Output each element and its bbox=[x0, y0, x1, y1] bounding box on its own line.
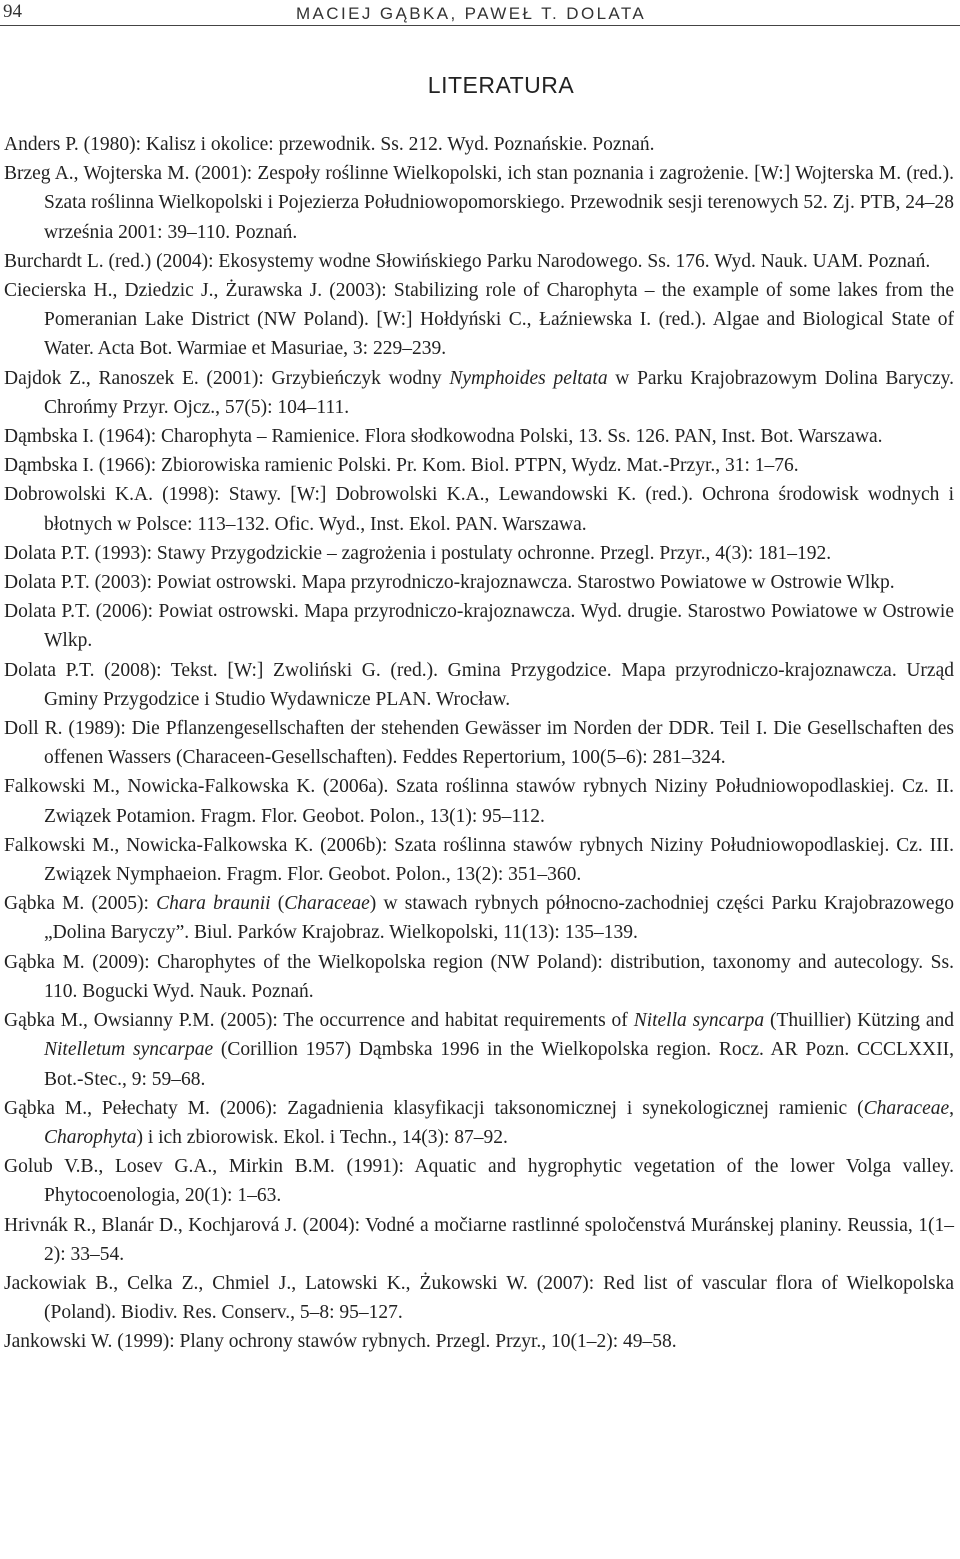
reference-entry bbox=[4, 1152, 954, 1210]
reference-text: Falkowski M., Nowicka-Falkowska K. (2006b): Szata roślinna stawów rybnych Niziny Południowopodlaskiej. Cz. III. Związek Nymphaeion. Fragm. Flor. Geobot. Polon., 13(2): 351–360. bbox=[4, 834, 954, 886]
reference-text: Anders P. (1980): Kalisz i okolice: przewodnik. Ss. 212. Wyd. Poznańskie. Poznań. bbox=[4, 134, 655, 155]
reference-italic-text: Chara braunii bbox=[156, 893, 271, 915]
section-title: LITERATURA bbox=[427, 72, 575, 98]
reference-text: Dolata P.T. (1993): Stawy Przygodzickie – zagrożenia i postulaty ochronne. Przegl. Przyr., 4(3): 181–192. bbox=[4, 542, 832, 564]
reference-text: Dolata P.T. (2008): Tekst. [W:] Zwoliński G. (red.). Gmina Przygodzice. Mapa przyrodniczo-krajoznawcza. Urząd Gminy Przygodzice i Studio Wydawnicze PLAN. Wrocław. bbox=[4, 659, 954, 710]
reference-text: w Parku Krajobrazowym Dolina Baryczy. Chrońmy Przyr. Ojcz., 57(5): 104–111. bbox=[44, 367, 954, 418]
reference-italic-text: Nitelletum syncarpae bbox=[44, 1039, 214, 1061]
reference-text: ( bbox=[270, 893, 285, 915]
reference-entry bbox=[4, 159, 954, 247]
reference-text: Dobrowolski K.A. (1998): Stawy. [W:] Dobrowolski K.A., Lewandowski K. (red.). Ochrona środowisk wodnych i błotnych w Polsce: 113–132. Ofic. Wyd., Inst. Ekol. PAN. Warszawa. bbox=[4, 484, 954, 535]
reference-text: Dajdok Z., Ranoszek E. (2001): Grzybieńczyk wodny bbox=[4, 367, 450, 389]
reference-text: Burchardt L. (red.) (2004): Ekosystemy wodne Słowińskiego Parku Narodowego. Ss. 176. Wyd. Nauk. UAM. Poznań. bbox=[4, 250, 931, 272]
reference-entry bbox=[4, 831, 954, 889]
reference-entry bbox=[4, 568, 954, 597]
reference-entry bbox=[4, 1269, 954, 1327]
reference-text: Dąmbska I. (1966): Zbiorowiska ramienic Polski. Pr. Kom. Biol. PTPN, Wydz. Mat.-Przyr., 31: 1–76. bbox=[4, 455, 799, 477]
reference-entry bbox=[4, 714, 954, 772]
reference-italic-text: Charophyta bbox=[44, 1126, 137, 1148]
reference-italic-text: Characeae bbox=[284, 893, 370, 915]
reference-text: (Corillion 1957) Dąmbska 1996 in the Wielkopolska region. Rocz. AR Pozn. CCCLXXII, Bot.-Stec., 9: 59–68. bbox=[44, 1039, 954, 1090]
reference-text: , bbox=[949, 1097, 954, 1119]
reference-entry bbox=[4, 247, 954, 276]
reference-entry bbox=[4, 451, 954, 480]
reference-text: Jankowski W. (1999): Plany ochrony stawów rybnych. Przegl. Przyr., 10(1–2): 49–58. bbox=[4, 1331, 677, 1353]
reference-entry bbox=[4, 656, 954, 714]
reference-text: Ciecierska H., Dziedzic J., Żurawska J. (2003): Stabilizing role of Charophyta – the example of some lakes from the Pomeranian Lake District (NW Poland). [W:] Hołdyński C., Łaźniewska I. (red.). Algae and Biological State of Water. Acta Bot. Warmiae et Masuriae, 3: 229–239. bbox=[4, 280, 954, 360]
reference-text: Gąbka M., Owsianny P.M. (2005): The occurrence and habitat requirements of bbox=[4, 1010, 634, 1032]
reference-entry bbox=[4, 889, 954, 947]
reference-text: ) w stawach rybnych północno-zachodniej części Parku Krajobrazowego „Dolina Baryczy”. Biul. Parków Krajobraz. Wielkopolski, 11(13): 135–139. bbox=[44, 893, 954, 944]
reference-entry bbox=[4, 597, 954, 655]
reference-text: Golub V.B., Losev G.A., Mirkin B.M. (1991): Aquatic and hygrophytic vegetation of the lower Volga valley. Phytocoenologia, 20(1): 1–63. bbox=[4, 1156, 954, 1207]
reference-text: Jackowiak B., Celka Z., Chmiel J., Latowski K., Żukowski W. (2007): Red list of vascular flora of Wielkopolska (Poland). Biodiv. Res. Conserv., 5–8: 95–127. bbox=[4, 1272, 954, 1324]
running-head-authors: MACIEJ GĄBKA, PAWEŁ T. DOLATA bbox=[296, 4, 647, 23]
reference-italic-text: Characeae bbox=[863, 1097, 950, 1119]
reference-entry bbox=[4, 1211, 954, 1269]
reference-text: Hrivnák R., Blanár D., Kochjarová J. (2004): Vodné a močiarne rastlinné spoločenstvá Muránskej planiny. Reussia, 1(1–2): 33–54. bbox=[4, 1214, 954, 1265]
reference-text: Gąbka M. (2005): bbox=[4, 893, 157, 915]
reference-text: Doll R. (1989): Die Pflanzengesellschaften der stehenden Gewässer im Norden der DDR. Teil I. Die Gesellschaften des offenen Wassers (Characeen-Gesellschaften). Feddes Repertorium, 100(5–6): 281–324. bbox=[4, 718, 954, 769]
reference-entry bbox=[4, 422, 954, 451]
reference-entry bbox=[4, 480, 954, 538]
reference-text: (Thuillier) Kützing and bbox=[764, 1010, 954, 1032]
reference-entry bbox=[4, 1006, 954, 1094]
reference-entry bbox=[4, 948, 954, 1006]
reference-list bbox=[4, 130, 954, 1357]
reference-text: Falkowski M., Nowicka-Falkowska K. (2006a). Szata roślinna stawów rybnych Niziny Południowopodlaskiej. Cz. II. Związek Potamion. Fragm. Flor. Geobot. Polon., 13(1): 95–112. bbox=[4, 776, 954, 827]
reference-italic-text: Nitella syncarpa bbox=[633, 1010, 765, 1032]
reference-entry bbox=[4, 772, 954, 830]
reference-entry bbox=[4, 364, 954, 422]
reference-text: Dolata P.T. (2003): Powiat ostrowski. Mapa przyrodniczo-krajoznawcza. Starostwo Powiatowe w Ostrowie Wlkp. bbox=[4, 572, 895, 594]
reference-entry bbox=[4, 1327, 954, 1356]
reference-entry bbox=[4, 1094, 954, 1152]
page-number: 94 bbox=[3, 1, 22, 22]
reference-entry bbox=[4, 276, 954, 364]
reference-entry bbox=[4, 539, 954, 568]
reference-text: Gąbka M., Pełechaty M. (2006): Zagadnienia klasyfikacji taksonomicznej i synekologicznej ramienic ( bbox=[4, 1097, 864, 1119]
running-header bbox=[0, 0, 960, 26]
header-rule bbox=[0, 25, 960, 26]
reference-italic-text: Nymphoides peltata bbox=[449, 367, 608, 389]
reference-text: Brzeg A., Wojterska M. (2001): Zespoły roślinne Wielkopolski, ich stan poznania i zagrożenie. [W:] Wojterska M. (red.). Szata roślinna Wielkopolski i Pojezierza Południowopomorskiego. Przewodnik sesji terenowych 52. Zj. PTB, 24–28 września 2001: 39–110. Poznań. bbox=[4, 163, 954, 243]
reference-text: Gąbka M. (2009): Charophytes of the Wielkopolska region (NW Poland): distribution, taxonomy and autecology. Ss. 110. Bogucki Wyd. Nauk. Poznań. bbox=[4, 951, 954, 1002]
reference-text: Dolata P.T. (2006): Powiat ostrowski. Mapa przyrodniczo-krajoznawcza. Wyd. drugie. Starostwo Powiatowe w Ostrowie Wlkp. bbox=[4, 601, 954, 652]
reference-text: ) i ich zbiorowisk. Ekol. i Techn., 14(3): 87–92. bbox=[136, 1126, 508, 1148]
reference-entry bbox=[4, 130, 954, 159]
reference-text: Dąmbska I. (1964): Charophyta – Ramienice. Flora słodkowodna Polski, 13. Ss. 126. PAN, Inst. Bot. Warszawa. bbox=[4, 426, 883, 448]
